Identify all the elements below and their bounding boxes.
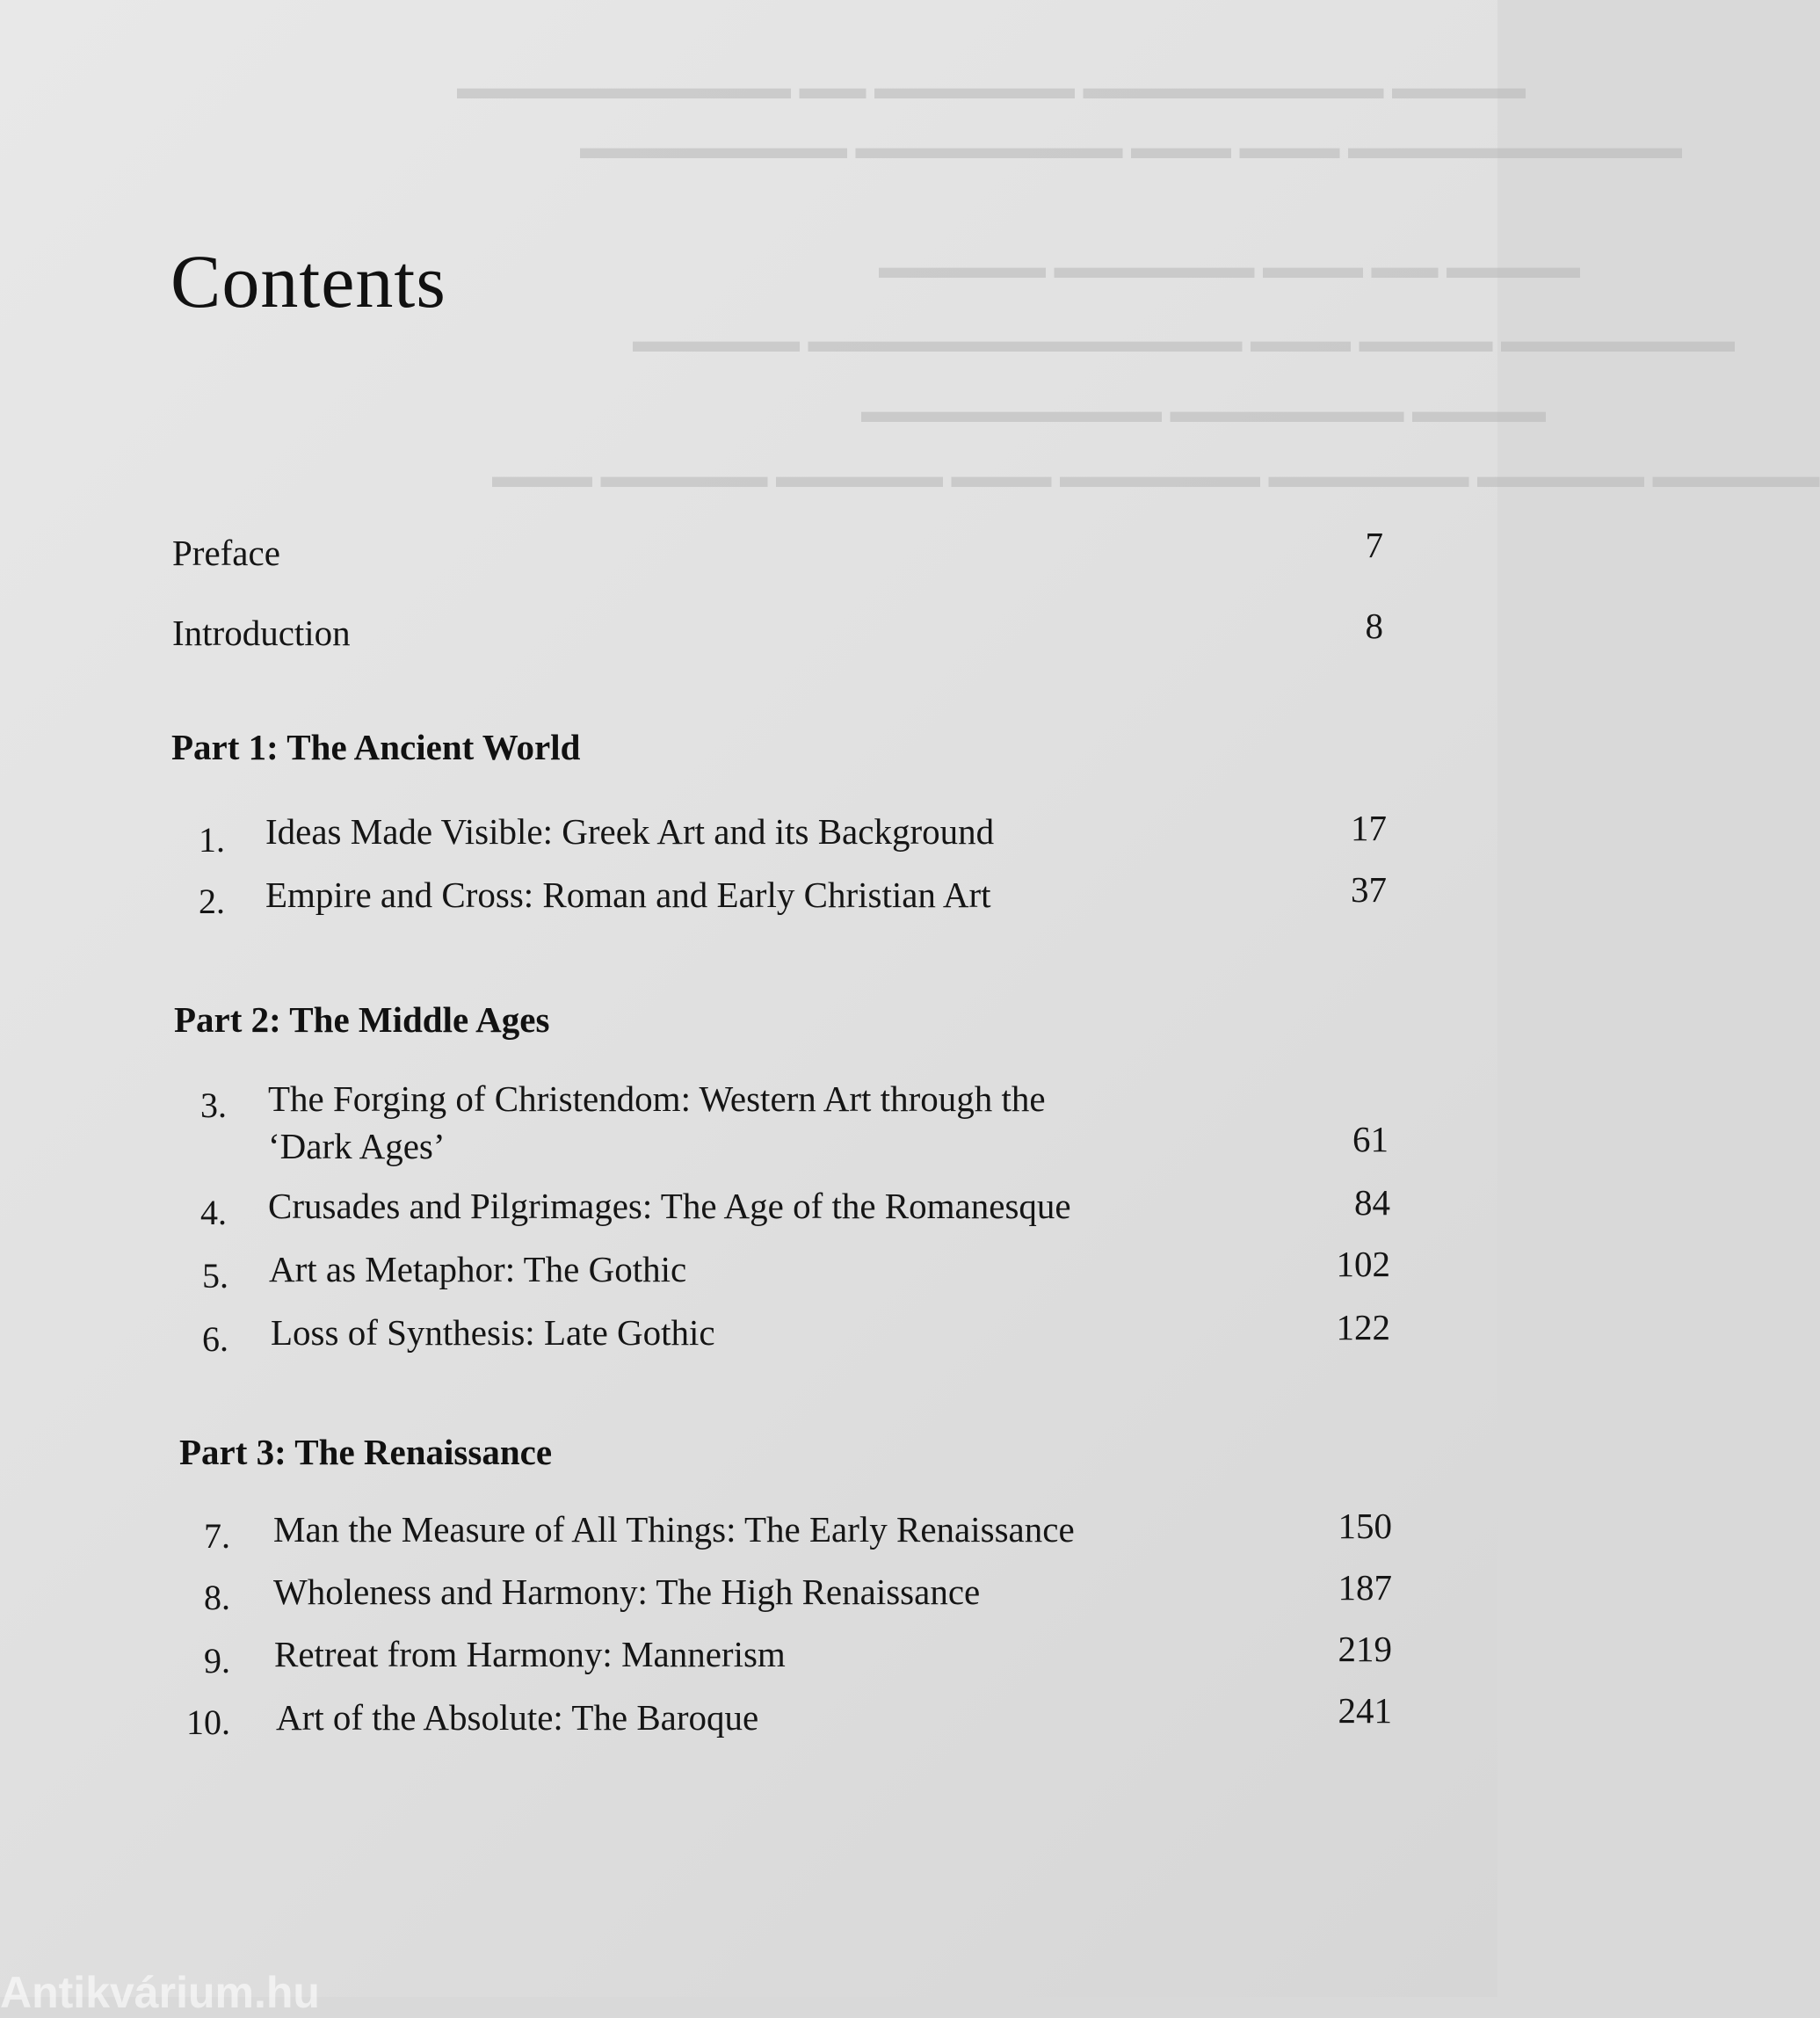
chapter-page: 102 [1336,1244,1390,1284]
chapter-number: 5. [202,1256,228,1296]
show-through-text: ▬▬▬▬▬ ▬▬▬▬▬ ▬▬▬▬▬▬ ▬▬▬▬▬▬ ▬▬▬ ▬▬▬▬▬ ▬▬▬▬▬ ▬▬▬ [492,458,1820,495]
chapter-page: 37 [1351,869,1387,910]
chapter-number: 3. [200,1085,227,1125]
chapter-number: 1. [199,820,225,860]
chapter-number: 9. [204,1641,230,1680]
part-heading-1: Part 1: The Ancient World [171,727,581,767]
chapter-title: Empire and Cross: Roman and Early Christian Art [265,875,991,915]
chapter-number: 2. [199,882,225,921]
watermark: Antikvárium.hu [0,1968,320,2017]
chapter-page: 122 [1336,1307,1390,1347]
page-title: Contents [170,239,446,323]
chapter-page: 61 [1352,1119,1389,1159]
chapter-page: 150 [1338,1506,1392,1546]
chapter-page: 17 [1351,808,1387,848]
chapter-title: Loss of Synthesis: Late Gothic [271,1312,715,1353]
chapter-title: The Forging of Christendom: Western Art through the [268,1078,1046,1119]
show-through-text: ▬▬▬▬▬▬▬▬▬▬ ▬▬▬ ▬▬▬ ▬▬▬▬▬▬▬▬ ▬▬▬▬▬▬▬▬ [580,129,1682,166]
show-through-text: ▬▬▬▬ ▬▬▬▬▬▬▬▬▬ ▬▬▬▬▬▬ ▬▬ ▬▬▬▬▬▬▬▬▬▬ [457,69,1526,106]
chapter-title: Crusades and Pilgrimages: The Age of the Romanesque [268,1186,1071,1226]
chapter-page: 187 [1338,1567,1392,1608]
chapter-title: Wholeness and Harmony: The High Renaissance [273,1572,981,1612]
toc-entry-introduction: Introduction [172,613,351,653]
chapter-title: Man the Measure of All Things: The Early Renaissance [273,1509,1075,1550]
chapter-title: Ideas Made Visible: Greek Art and its Background [265,811,995,852]
part-heading-3: Part 3: The Renaissance [179,1432,553,1472]
toc-page-introduction: 8 [1365,606,1383,646]
chapter-title: Art of the Absolute: The Baroque [276,1697,759,1738]
show-through-text: ▬▬▬▬ ▬▬ ▬▬▬ ▬▬▬▬▬▬ ▬▬▬▬▬ [879,249,1580,286]
chapter-title-continued: ‘Dark Ages’ [268,1126,446,1166]
show-through-text: ▬▬▬▬ ▬▬▬▬▬▬▬ ▬▬▬▬▬▬▬▬▬ [861,393,1546,430]
toc-page-preface: 7 [1365,525,1383,565]
chapter-page: 241 [1338,1690,1392,1731]
part-heading-2: Part 2: The Middle Ages [174,999,550,1040]
chapter-number: 10. [186,1702,230,1742]
chapter-number: 6. [202,1319,228,1359]
show-through-text: ▬▬▬▬▬▬▬ ▬▬▬▬ ▬▬▬ ▬▬▬▬▬▬▬▬▬▬▬▬▬ ▬▬▬▬▬ [633,323,1735,359]
chapter-number: 7. [204,1516,230,1556]
toc-entry-preface: Preface [172,533,280,573]
chapter-page: 84 [1354,1182,1390,1223]
chapter-number: 4. [200,1193,227,1232]
chapter-title: Retreat from Harmony: Mannerism [274,1634,786,1674]
chapter-page: 219 [1338,1629,1392,1669]
chapter-title: Art as Metaphor: The Gothic [269,1249,687,1289]
chapter-number: 8. [204,1578,230,1617]
